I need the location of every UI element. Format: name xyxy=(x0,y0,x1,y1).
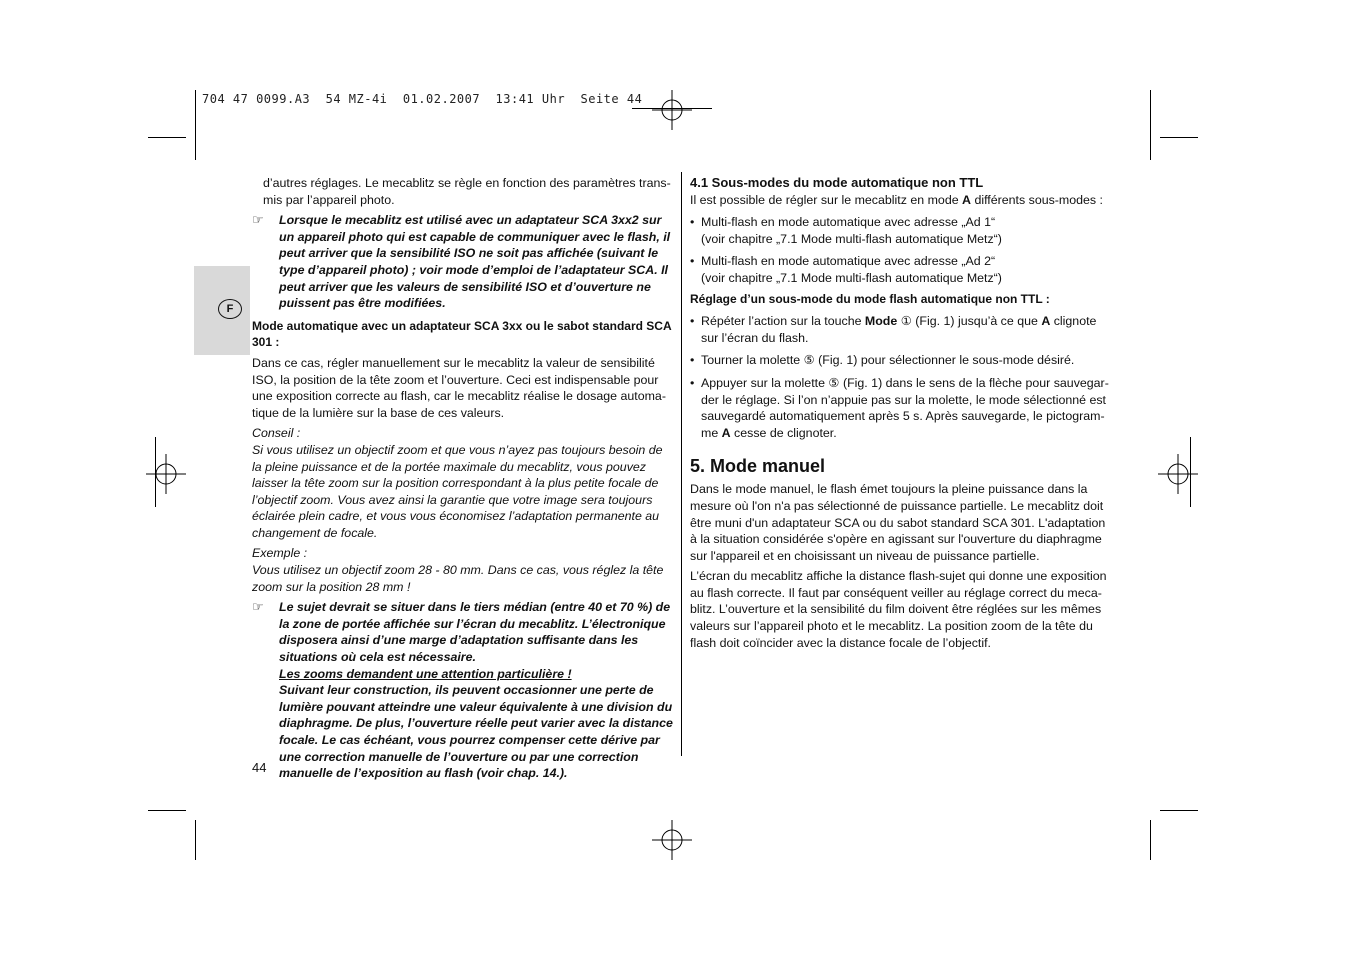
mode-key: Mode xyxy=(864,314,898,329)
note-warning: Les zooms demandent une attention particulière ! xyxy=(279,666,572,681)
note-block xyxy=(252,212,674,312)
page-number: 44 xyxy=(252,760,267,775)
mode-symbol: A xyxy=(721,425,731,440)
language-badge: F xyxy=(218,299,242,319)
section-heading: Réglage d’un sous-mode du mode flash automatique non TTL : xyxy=(690,291,1050,306)
list-item-text xyxy=(701,313,1112,346)
example-label: Exemple : xyxy=(252,546,308,561)
section-title: 4.1 Sous-modes du mode automatique non TTL xyxy=(690,175,984,190)
note-text: Lorsque le mecablitz est utilisé avec un adaptateur SCA 3xx2 sur un appareil photo qui est capable de communiquer avec le flash, il peut arriver que la sensibilité ISO ne soit pas affichée (suivant le type d’appareil photo) ; voir mode d’emploi de l’adaptateur SCA. Il peut arriver que les valeurs de sensibilité ISO et d’ouverture ne puissent pas être modifiées. xyxy=(279,213,671,311)
section-heading: Mode automatique avec un adaptateur SCA 3xx ou le sabot standard SCA 301 : xyxy=(252,318,672,350)
list-item: • Tourner la molette ⑤ (Fig. 1) pour sélectionner le sous-mode désiré. xyxy=(690,352,1112,369)
pointing-hand-icon: ☞ xyxy=(252,599,264,615)
crosshair-icon xyxy=(1158,454,1198,494)
body-paragraph: L’écran du mecablitz affiche la distance flash-sujet qui donne une exposition au flash correcte. Il faut par conséquent veiller au réglage correct du mecablitz. L’ouverture et la sensibilité du film doivent être réglées sur les mêmes valeurs sur l’appareil photo et le mecablitz. La position zoom de la tête du flash doit coïncider avec la distance focale de l’objectif. xyxy=(690,569,1107,650)
text-run: clignote sur l’écran du flash. xyxy=(701,314,1097,345)
pointing-hand-icon: ☞ xyxy=(252,212,264,228)
crop-mark xyxy=(1150,820,1151,860)
list-item: • Appuyer sur la molette ⑤ (Fig. 1) dans le sens de la flèche pour sauvegarder le réglage. Si l’on n’appuie pas sur la molette, le mode sélectionné est sauvegardé automatiquement après 5 s. Après sauvegarde, le pictogramme A cesse de clignoter. xyxy=(690,375,1112,441)
text-run: Appuyer sur la molette ⑤ (Fig. 1) dans le sens de la flèche pour sauvegarder le réglage. Si l’on n’appuie pas sur la molette, le mode sélectionné est sauvegardé automatiquement après 5 s. Après sauvegarde, le pictogramme xyxy=(701,375,1109,440)
list-item-text: (voir chapitre „7.1 Mode multi-flash automatique Metz“) xyxy=(701,270,1002,285)
list-item-text: Multi-flash en mode automatique avec adresse „Ad 1“ xyxy=(701,215,996,230)
right-column xyxy=(690,175,1112,651)
example-text: Vous utilisez un objectif zoom 28 - 80 mm. Dans ce cas, vous réglez la tête zoom sur la position 28 mm ! xyxy=(252,563,664,594)
body-paragraph: Dans le mode manuel, le flash émet toujours la pleine puissance dans la mesure où l'on n'a pas sélectionné de puissance partielle. Le mecablitz doit être muni d'un adaptateur SCA ou du sabot standard SCA 301. L'adaptation à la situation considérée s'opère en agissant sur l'ouverture du diaphragme sur l'appareil et en choisissant un niveau de puissance partielle. xyxy=(690,482,1106,563)
list-item: • Multi-flash en mode automatique avec adresse „Ad 1“ (voir chapitre „7.1 Mode multi-flash automatique Metz“) xyxy=(690,214,1112,247)
text-run: Il est possible de régler sur le mecablitz en mode xyxy=(690,192,963,207)
list-item-text: Multi-flash en mode automatique avec adresse „Ad 2“ xyxy=(701,254,996,269)
chapter-title: 5. Mode manuel xyxy=(690,456,826,477)
list-item-text xyxy=(701,375,1112,441)
crop-mark xyxy=(148,137,186,138)
mode-symbol: A xyxy=(962,192,971,207)
note-text: Le sujet devrait se situer dans le tiers médian (entre 40 et 70 %) de la zone de portée affichée sur l’écran du mecablitz. L’électronique disposera ainsi d’une marge d’adaptation suffisante dans les situations où cela est nécessaire. xyxy=(279,600,671,665)
crosshair-icon xyxy=(652,90,692,130)
text-run: ① (Fig. 1) jusqu’à ce que xyxy=(897,314,1042,329)
crop-mark xyxy=(1160,810,1198,811)
list-item: • Multi-flash en mode automatique avec adresse „Ad 2“ (voir chapitre „7.1 Mode multi-flash automatique Metz“) xyxy=(690,253,1112,286)
print-slug: 704 47 0099.A3 54 MZ-4i 01.02.2007 13:41 Uhr Seite 44 xyxy=(202,92,643,106)
left-column xyxy=(252,175,674,782)
tip-label: Conseil : xyxy=(252,426,301,441)
note-text: Suivant leur construction, ils peuvent occasionner une perte de lumière pouvant atteindre une valeur équivalente à une division du diaphragme. De plus, l’ouverture réelle peut varier avec la distance focale. Le cas échéant, vous pourrez compenser cette dérive par une correction manuelle de l’ouverture ou par une correction manuelle de l’exposition au flash (voir chap. 14.). xyxy=(279,683,673,781)
crosshair-icon xyxy=(652,820,692,860)
crop-mark xyxy=(1160,137,1198,138)
crosshair-icon xyxy=(146,454,186,494)
text-run: cesse de clignoter. xyxy=(730,425,837,440)
text-run: Répéter l’action sur la touche xyxy=(701,314,865,329)
mode-symbol: A xyxy=(1041,314,1051,329)
text-run: différents sous-modes : xyxy=(971,192,1104,207)
list-item-text: (voir chapitre „7.1 Mode multi-flash automatique Metz“) xyxy=(701,231,1002,246)
list-item: • Répéter l’action sur la touche Mode ① (Fig. 1) jusqu’à ce que A clignote sur l’écran du flash. xyxy=(690,313,1112,346)
body-paragraph xyxy=(690,192,1112,209)
intro-paragraph: d’autres réglages. Le mecablitz se règle en fonction des paramètres transmis par l’appareil photo. xyxy=(263,176,671,207)
note-block xyxy=(252,599,674,782)
crop-mark xyxy=(195,90,196,160)
body-paragraph: Dans ce cas, régler manuellement sur le mecablitz la valeur de sensibilité ISO, la position de la tête zoom et l’ouverture. Ceci est indispensable pour une exposition correcte au flash, car le mecablitz réalise le dosage automatique de la lumière sur la base de ces valeurs. xyxy=(252,355,666,420)
column-divider xyxy=(681,172,682,756)
list-item-text: Tourner la molette ⑤ (Fig. 1) pour sélectionner le sous-mode désiré. xyxy=(701,353,1075,368)
tip-text: Si vous utilisez un objectif zoom et que vous n’ayez pas toujours besoin de la pleine puissance et de la portée maximale du mecablitz, vous pouvez laisser la tête zoom sur la position correspondant à la plus petite focale de l’objectif zoom. Vous avez ainsi la garantie que votre image sera toujours éclairée plein cadre, et vous vous économisez l’adaptation permanente au changement de focale. xyxy=(252,442,663,540)
crop-mark xyxy=(195,820,196,860)
crop-mark xyxy=(148,810,186,811)
crop-mark xyxy=(1150,90,1151,160)
